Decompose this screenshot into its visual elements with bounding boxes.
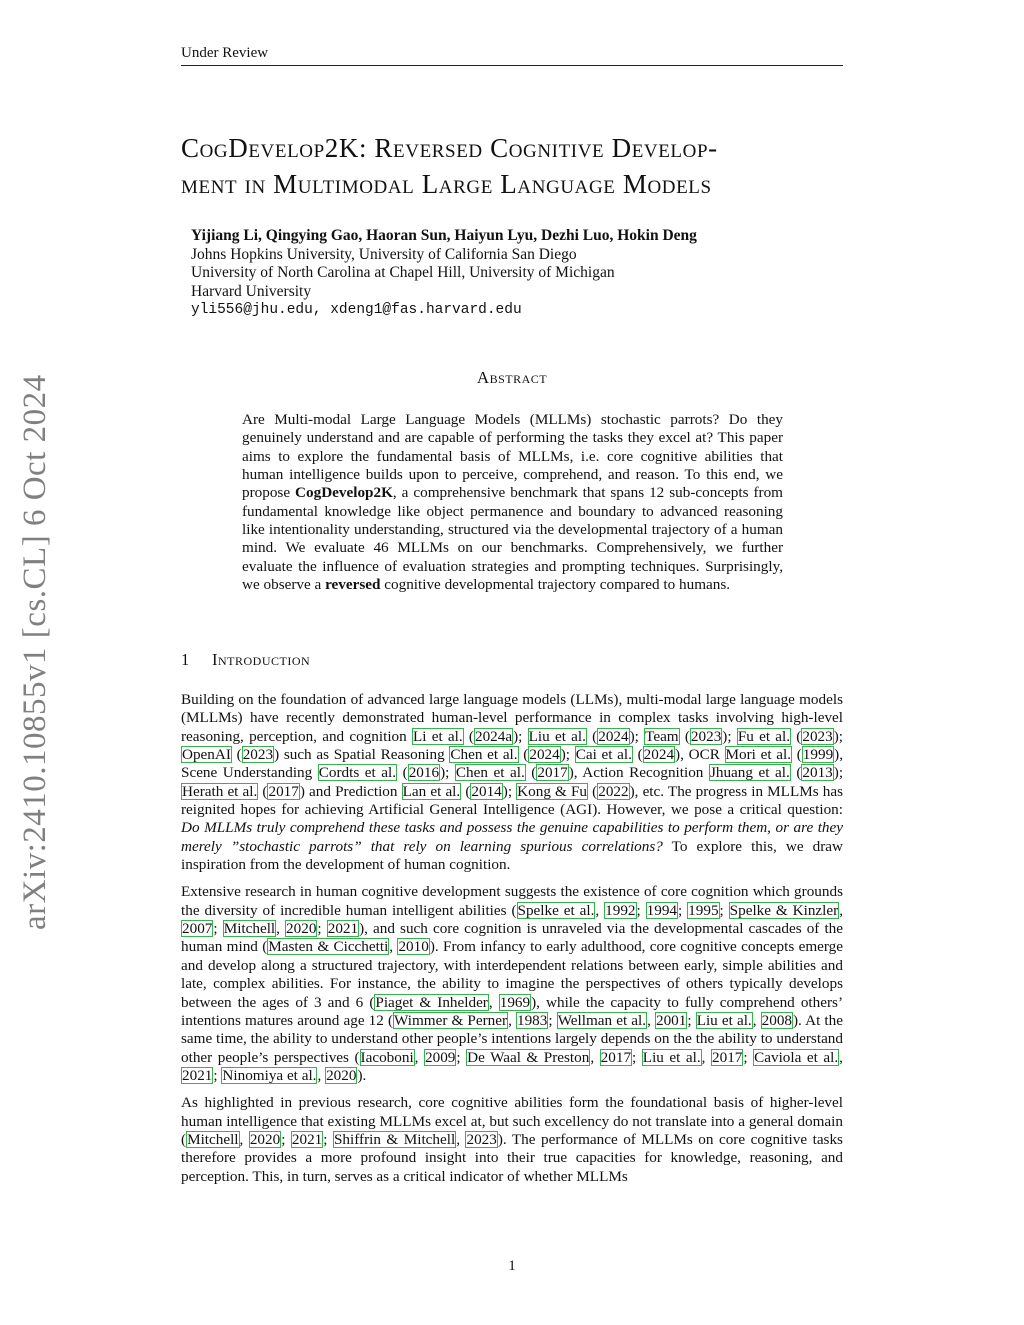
text-run: Building on the foundation of advanced large language models (LLMs), multi-modal large language models (MLLMs) have recently demonstrated human-level performance in complex tasks involving high-level reasoning, perception, and cognition: [181, 691, 843, 745]
citation-link[interactable]: 2023: [466, 1130, 497, 1148]
citation-link[interactable]: 2008: [761, 1011, 792, 1029]
citation-link[interactable]: OpenAI: [182, 746, 231, 764]
text-run: ), Scene Understanding: [181, 746, 844, 782]
citation-link[interactable]: Chen et al.: [450, 746, 518, 764]
citation-link[interactable]: Chen et al.: [455, 764, 525, 782]
text-run: ,: [414, 1048, 424, 1066]
citation-link[interactable]: Lan et al.: [402, 782, 461, 800]
text-run: ), OCR: [675, 746, 725, 764]
citation-link[interactable]: 1983: [516, 1011, 548, 1029]
citation-link[interactable]: 2021: [327, 920, 359, 938]
citation-link[interactable]: 2001: [655, 1011, 687, 1029]
citation-link[interactable]: Wellman et al.: [557, 1011, 647, 1029]
text-run: ,: [317, 1066, 326, 1084]
italic-question: Do MLLMs truly comprehend these tasks and possess the genuine capabilities to perform them, or are they merely ”stochastic parrots” that rely on learning spurious correlations?: [181, 819, 843, 855]
text-run: ,: [752, 1011, 761, 1029]
text-run: ).: [357, 1066, 367, 1084]
text-run: ,: [456, 1130, 466, 1148]
citation-link[interactable]: Cai et al.: [575, 746, 632, 764]
citation-link[interactable]: Herath et al.: [182, 782, 258, 800]
page-number: 1: [508, 1258, 516, 1274]
citation-link[interactable]: Mitchell: [187, 1130, 239, 1148]
text-run: ), while the capacity to fully comprehend others’ intentions matures around age 12 (: [181, 993, 843, 1029]
citation-link[interactable]: 2010: [398, 938, 429, 956]
text-run: Extensive research in human cognitive development suggests the existence of core cognition which grounds the diversity of incredible human intelligent abilities (: [181, 883, 843, 919]
text-run: ;: [317, 920, 327, 938]
citation-link[interactable]: Iacoboni: [360, 1048, 414, 1066]
citation-link[interactable]: Wimmer & Perner: [394, 1011, 508, 1029]
text-run: );: [440, 764, 455, 782]
citation-link[interactable]: Cordts et al.: [318, 764, 397, 782]
citation-link[interactable]: Team: [645, 727, 679, 745]
abstract-text-segment: Are Multi-modal Large Language Models (MLLMs) stochastic parrots? Do they genuinely understand and are capable of performing the tasks they excel at? This paper aims to explore the fundamental basis of MLLMs, i.e. core cognitive abilities that human intelligence builds upon to perceive, comprehend, and reason. To this end, we propose: [242, 411, 783, 502]
citation-link[interactable]: Spelke et al.: [517, 901, 595, 919]
text-run: );: [560, 746, 575, 764]
text-run: ;: [548, 1011, 557, 1029]
citation-link[interactable]: Jhuang et al.: [709, 764, 790, 782]
citation-link[interactable]: 2017: [600, 1048, 632, 1066]
text-run: (: [791, 727, 802, 745]
citation-link[interactable]: 1992: [605, 901, 636, 919]
citation-link[interactable]: 2016: [408, 764, 440, 782]
text-run: );: [502, 782, 517, 800]
affiliation-line: University of North Carolina at Chapel Hill, University of Michigan: [191, 264, 615, 281]
citation-link[interactable]: 2024: [598, 727, 629, 745]
text-run: );: [833, 727, 843, 745]
citation-link[interactable]: Mitchell: [223, 920, 276, 938]
text-run: ;: [456, 1048, 467, 1066]
section-number: 1: [181, 650, 190, 669]
citation-link[interactable]: Mori et al.: [725, 746, 792, 764]
text-run: );: [722, 727, 737, 745]
text-run: (: [525, 764, 537, 782]
text-run: ;: [213, 920, 223, 938]
text-run: ;: [687, 1011, 696, 1029]
title-line-2: ment in Multimodal Large Language Models: [181, 169, 712, 199]
citation-link[interactable]: 1999: [802, 746, 834, 764]
header-rule: [181, 65, 843, 66]
abstract-text-segment: cognitive developmental trajectory compared to humans.: [380, 576, 731, 594]
text-run: ). From infancy to early adulthood, core cognitive concepts emerge and develop along a structured trajectory, with interdependent relations between early, simple abilities and late, complex abilities. For instance, the ability to imagine the perspectives of others typically develops between the ages of 3 and 6 (: [181, 938, 843, 1011]
text-run: (: [231, 746, 242, 764]
text-run: ,: [508, 1011, 516, 1029]
citation-link[interactable]: Liu et al.: [528, 727, 586, 745]
text-run: ;: [743, 1048, 754, 1066]
title-line-1: CogDevelop2K: Reversed Cognitive Develop-: [181, 133, 718, 163]
text-run: ,: [839, 1048, 843, 1066]
citation-link[interactable]: Liu et al.: [642, 1048, 701, 1066]
text-run: ,: [590, 1048, 600, 1066]
citation-link[interactable]: Piaget & Inhelder: [375, 993, 488, 1011]
text-run: ,: [488, 993, 499, 1011]
citation-link[interactable]: 1994: [646, 901, 678, 919]
citation-link[interactable]: 1995: [688, 901, 719, 919]
text-run: ), and such core cognition is unraveled via the developmental cascades of the human mind (: [181, 920, 843, 956]
citation-link[interactable]: 2007: [182, 920, 213, 938]
citation-link[interactable]: Liu et al.: [696, 1011, 752, 1029]
text-run: ,: [701, 1048, 711, 1066]
citation-link[interactable]: 2023: [690, 727, 722, 745]
citation-link[interactable]: 2009: [425, 1048, 456, 1066]
text-run: );: [629, 727, 645, 745]
citation-link[interactable]: Spelke & Kinzler: [729, 901, 839, 919]
citation-link[interactable]: 2023: [242, 746, 274, 764]
text-run: (: [588, 782, 598, 800]
citation-link[interactable]: 2021: [291, 1130, 323, 1148]
text-run: ,: [389, 938, 398, 956]
text-run: ), etc. The progress in MLLMs has reignited hopes for achieving Artificial General Intelligence (AGI). However, we pose a critical question:: [181, 782, 843, 819]
text-run: ;: [719, 901, 729, 919]
text-run: To explore this, we draw inspiration from the development of human cognition.: [181, 837, 843, 874]
text-run: (: [679, 727, 690, 745]
abstract-emphasis: reversed: [325, 576, 381, 594]
citation-link[interactable]: 2013: [802, 764, 833, 782]
arxiv-identifier-stamp[interactable]: arXiv:2410.10855v1 [cs.CL] 6 Oct 2024: [17, 374, 53, 930]
citation-link[interactable]: 1969: [499, 993, 531, 1011]
text-run: ;: [678, 901, 688, 919]
abstract-text-segment: , a comprehensive benchmark that spans 12 sub-concepts from fundamental knowledge like object permanence and boundary to advanced reasoning like intentionality understanding, structured via the developmental trajectory of a human mind. We evaluate 46 MLLMs on our benchmarks. Comprehensively, we further evaluate the influence of evaluation strategies and prompting techniques. Surprisingly, we observe a: [242, 484, 783, 594]
abstract-text: [242, 411, 783, 594]
citation-link[interactable]: 2017: [712, 1048, 743, 1066]
citation-link[interactable]: 2020: [249, 1130, 281, 1148]
text-run: ), Action Recognition: [568, 764, 709, 782]
text-run: As highlighted in previous research, core cognitive abilities form the foundational basis of higher-level human intelligence that existing MLLMs excel at, but such excellency do not translate into a general domain (: [181, 1094, 843, 1148]
text-run: (: [790, 764, 802, 782]
citation-link[interactable]: Masten & Cicchetti: [268, 938, 389, 956]
text-run: ) such as Spatial Reasoning: [274, 746, 450, 764]
section-heading-introduction: [181, 650, 310, 670]
text-run: (: [518, 746, 529, 764]
citation-link[interactable]: 2024: [529, 746, 560, 764]
text-run: (: [586, 727, 598, 745]
affiliation-line: Johns Hopkins University, University of California San Diego: [191, 245, 577, 263]
text-run: ;: [281, 1130, 291, 1148]
paper-title: [181, 130, 861, 202]
text-run: ;: [636, 901, 646, 919]
text-run: ,: [839, 901, 843, 919]
section-title: Introduction: [212, 650, 311, 669]
text-run: ). The performance of MLLMs on core cognitive tasks therefore provides a more profound insight into their true capacities for knowledge, reasoning, and perception. This, in turn, serves as a critical indicator of whether MLLMs: [181, 1130, 843, 1185]
citation-link[interactable]: 2023: [802, 727, 833, 745]
text-run: (: [792, 746, 802, 764]
abstract-heading: Abstract: [476, 368, 548, 387]
citation-link[interactable]: 2020: [326, 1066, 357, 1084]
author-names: Yijiang Li, Qingying Gao, Haoran Sun, Haiyun Lyu, Dezhi Luo, Hokin Deng: [191, 227, 697, 244]
paragraph: [181, 1094, 843, 1186]
citation-link[interactable]: Shiffrin & Mitchell: [333, 1130, 456, 1148]
text-run: ,: [239, 1130, 249, 1148]
text-run: );: [833, 764, 844, 782]
text-run: ) and Prediction: [299, 782, 402, 800]
citation-link[interactable]: Fu et al.: [737, 727, 791, 745]
paragraph: [181, 883, 843, 1085]
author-emails[interactable]: yli556@jhu.edu, xdeng1@fas.harvard.edu: [191, 302, 522, 318]
citation-link[interactable]: De Waal & Preston: [467, 1048, 590, 1066]
running-header: Under Review: [181, 45, 269, 61]
text-run: (: [461, 782, 471, 800]
citation-link[interactable]: 2014: [471, 782, 502, 800]
citation-link[interactable]: 2024: [643, 746, 675, 764]
text-run: ;: [323, 1130, 333, 1148]
citation-link[interactable]: Caviola et al.: [754, 1048, 839, 1066]
text-run: ,: [595, 901, 605, 919]
paragraph: [181, 691, 843, 874]
citation-link[interactable]: 2017: [537, 764, 568, 782]
text-run: ;: [632, 1048, 642, 1066]
text-run: (: [463, 727, 474, 745]
citation-link[interactable]: 2024a: [474, 727, 513, 745]
text-run: (: [258, 782, 268, 800]
citation-link[interactable]: 2021: [182, 1066, 213, 1084]
benchmark-name: CogDevelop2K: [295, 484, 393, 502]
affiliation-line: Harvard University: [191, 282, 312, 300]
text-run: (: [397, 764, 408, 782]
text-run: (: [632, 746, 643, 764]
citation-link[interactable]: Li et al.: [412, 727, 463, 745]
author-block: [191, 227, 831, 320]
text-run: ,: [647, 1011, 655, 1029]
citation-link[interactable]: 2017: [268, 782, 299, 800]
text-run: ). At the same time, the ability to understand other people’s intentions largely depends on the the ability to understand other people’s perspectives (: [181, 1011, 843, 1066]
citation-link[interactable]: Kong & Fu: [517, 782, 588, 800]
citation-link[interactable]: 2020: [286, 920, 317, 938]
citation-link[interactable]: Ninomiya et al.: [222, 1066, 317, 1084]
text-run: );: [513, 727, 528, 745]
body-column: [181, 691, 843, 1195]
text-run: ,: [276, 920, 286, 938]
citation-link[interactable]: 2022: [598, 782, 629, 800]
text-run: ;: [213, 1066, 222, 1084]
